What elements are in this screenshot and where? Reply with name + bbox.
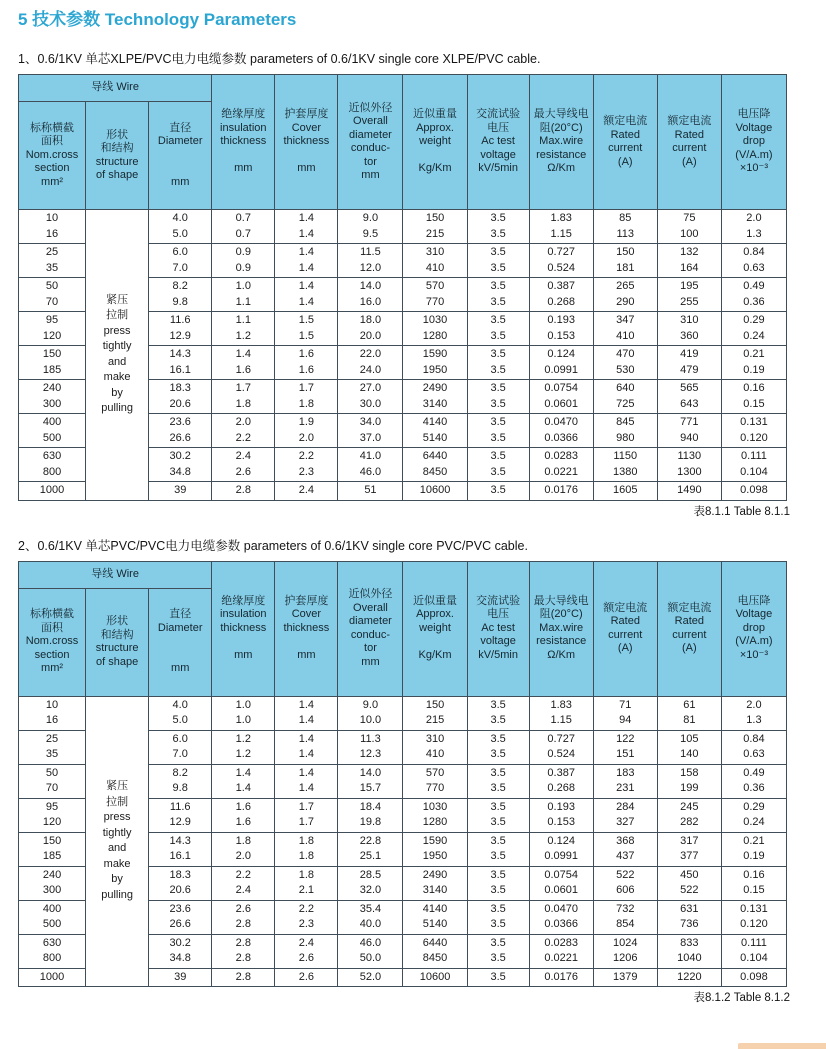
value-cell: 1590 1950: [403, 346, 467, 380]
value-cell: 3.5 3.5: [467, 866, 529, 900]
value-cell: 0.0470 0.0366: [529, 900, 593, 934]
section-heading-1: 1、0.6/1KV 单芯XLPE/PVC电力电缆参数 parameters of 0.6/1KV single core XLPE/PVC cable.: [18, 52, 541, 66]
value-cell: 51: [338, 482, 403, 501]
shape-structure-cell: 紧压 拉制 press tightly and make by pulling: [86, 210, 149, 501]
value-cell: 2.6 2.8: [212, 900, 275, 934]
column-header-overall-diameter: 近似外径 Overall diameter conduc- tor mm: [338, 75, 403, 210]
section-pvc-pvc-cable: [18, 539, 806, 1007]
value-cell: 39: [149, 482, 212, 501]
value-cell: 3.5 3.5: [467, 380, 529, 414]
wire-group-header: 导线 Wire: [19, 561, 212, 588]
value-cell: 1.83 1.15: [529, 696, 593, 730]
column-header-diameter: 直径 Diameter mm: [149, 588, 212, 696]
value-cell: 1030 1280: [403, 312, 467, 346]
cross-section-cell: 25 35: [19, 244, 86, 278]
value-cell: 1.83 1.15: [529, 210, 593, 244]
value-cell: 195 255: [657, 278, 721, 312]
column-header-ac-test-voltage: 交流试验 电压 Ac test voltage kV/5min: [467, 561, 529, 696]
value-cell: 1.4 1.6: [212, 346, 275, 380]
column-header-ac-test-voltage: 交流试验 电压 Ac test voltage kV/5min: [467, 75, 529, 210]
value-cell: 1.4 1.4: [275, 730, 338, 764]
value-cell: 14.0 15.7: [338, 764, 403, 798]
cross-section-cell: 150 185: [19, 832, 86, 866]
value-cell: 522 606: [593, 866, 657, 900]
value-cell: 28.5 32.0: [338, 866, 403, 900]
value-cell: 0.387 0.268: [529, 278, 593, 312]
page-title: 5 技术参数 Technology Parameters: [18, 10, 297, 29]
value-cell: 2.8 2.8: [212, 934, 275, 968]
value-cell: 1.8 1.8: [275, 832, 338, 866]
value-cell: 2.4 2.6: [212, 448, 275, 482]
column-header-rated-current-2: 额定电流 Rated current (A): [657, 75, 721, 210]
cross-section-cell: 240 300: [19, 866, 86, 900]
cross-section-cell: 50 70: [19, 278, 86, 312]
value-cell: 6440 8450: [403, 448, 467, 482]
cross-section-cell: 95 120: [19, 312, 86, 346]
value-cell: 3.5: [467, 482, 529, 501]
column-header-overall-diameter: 近似外径 Overall diameter conduc- tor mm: [338, 561, 403, 696]
value-cell: 1590 1950: [403, 832, 467, 866]
value-cell: 158 199: [657, 764, 721, 798]
value-cell: 3.5 3.5: [467, 414, 529, 448]
value-cell: 105 140: [657, 730, 721, 764]
value-cell: 14.3 16.1: [149, 832, 212, 866]
value-cell: 2.4 2.6: [275, 934, 338, 968]
value-cell: 1490: [657, 482, 721, 501]
value-cell: 27.0 30.0: [338, 380, 403, 414]
value-cell: 1.0 1.1: [212, 278, 275, 312]
value-cell: 3.5 3.5: [467, 210, 529, 244]
value-cell: 0.098: [721, 968, 786, 987]
value-cell: 1030 1280: [403, 798, 467, 832]
value-cell: 0.0754 0.0601: [529, 380, 593, 414]
value-cell: 18.3 20.6: [149, 380, 212, 414]
value-cell: 3.5 3.5: [467, 900, 529, 934]
value-cell: 14.0 16.0: [338, 278, 403, 312]
value-cell: 1379: [593, 968, 657, 987]
value-cell: 1.6 1.6: [212, 798, 275, 832]
value-cell: 46.0 50.0: [338, 934, 403, 968]
value-cell: 0.16 0.15: [721, 866, 786, 900]
table-row-group: [19, 696, 787, 730]
value-cell: 3.5 3.5: [467, 346, 529, 380]
value-cell: 0.387 0.268: [529, 764, 593, 798]
value-cell: 0.21 0.19: [721, 832, 786, 866]
cross-section-cell: 400 500: [19, 900, 86, 934]
value-cell: 1220: [657, 968, 721, 987]
value-cell: 22.8 25.1: [338, 832, 403, 866]
value-cell: 2.4: [275, 482, 338, 501]
cross-section-cell: 10 16: [19, 210, 86, 244]
value-cell: 3.5 3.5: [467, 448, 529, 482]
value-cell: 1.7 1.8: [212, 380, 275, 414]
value-cell: 450 522: [657, 866, 721, 900]
value-cell: 0.193 0.153: [529, 312, 593, 346]
value-cell: 34.0 37.0: [338, 414, 403, 448]
cross-section-cell: 400 500: [19, 414, 86, 448]
value-cell: 1.4 1.4: [275, 764, 338, 798]
value-cell: 2.0 1.3: [721, 696, 786, 730]
cross-section-cell: 240 300: [19, 380, 86, 414]
value-cell: 183 231: [593, 764, 657, 798]
value-cell: 0.29 0.24: [721, 312, 786, 346]
value-cell: 18.3 20.6: [149, 866, 212, 900]
column-header-insulation-thickness: 绝缘厚度 insulation thickness mm: [212, 561, 275, 696]
value-cell: 1605: [593, 482, 657, 501]
section-xlpe-pvc-cable: [18, 52, 806, 520]
value-cell: 1.4 1.4: [275, 210, 338, 244]
value-cell: 41.0 46.0: [338, 448, 403, 482]
value-cell: 419 479: [657, 346, 721, 380]
value-cell: 3.5: [467, 968, 529, 987]
column-header-approx-weight: 近似重量 Approx. weight Kg/Km: [403, 75, 467, 210]
value-cell: 2.8: [212, 482, 275, 501]
value-cell: 1.7 1.7: [275, 798, 338, 832]
column-header-max-wire-resistance: 最大导线电 阻(20°C) Max.wire resistance Ω/Km: [529, 561, 593, 696]
value-cell: 570 770: [403, 278, 467, 312]
value-cell: 2490 3140: [403, 380, 467, 414]
value-cell: 0.111 0.104: [721, 934, 786, 968]
value-cell: 1.8 2.0: [212, 832, 275, 866]
value-cell: 8.2 9.8: [149, 278, 212, 312]
cross-section-cell: 150 185: [19, 346, 86, 380]
column-header-cover-thickness: 护套厚度 Cover thickness mm: [275, 561, 338, 696]
value-cell: 2.2 2.4: [212, 866, 275, 900]
column-header-rated-current-1: 额定电流 Rated current (A): [593, 561, 657, 696]
column-header-cover-thickness: 护套厚度 Cover thickness mm: [275, 75, 338, 210]
value-cell: 6.0 7.0: [149, 244, 212, 278]
parameters-table: [18, 561, 787, 988]
value-cell: 265 290: [593, 278, 657, 312]
value-cell: 732 854: [593, 900, 657, 934]
value-cell: 1150 1380: [593, 448, 657, 482]
value-cell: 0.84 0.63: [721, 730, 786, 764]
value-cell: 0.0176: [529, 968, 593, 987]
value-cell: 2.0 1.3: [721, 210, 786, 244]
value-cell: 0.84 0.63: [721, 244, 786, 278]
value-cell: 3.5 3.5: [467, 278, 529, 312]
value-cell: 0.0176: [529, 482, 593, 501]
value-cell: 1.4 1.4: [275, 278, 338, 312]
value-cell: 0.7 0.7: [212, 210, 275, 244]
column-header-voltage-drop: 电压降 Voltage drop (V/A.m) ×10⁻³: [721, 75, 786, 210]
value-cell: 1130 1300: [657, 448, 721, 482]
value-cell: 10600: [403, 482, 467, 501]
value-cell: 11.3 12.3: [338, 730, 403, 764]
value-cell: 0.21 0.19: [721, 346, 786, 380]
value-cell: 10600: [403, 968, 467, 987]
value-cell: 631 736: [657, 900, 721, 934]
value-cell: 0.131 0.120: [721, 900, 786, 934]
value-cell: 0.131 0.120: [721, 414, 786, 448]
value-cell: 150 181: [593, 244, 657, 278]
value-cell: 284 327: [593, 798, 657, 832]
value-cell: 3.5 3.5: [467, 934, 529, 968]
value-cell: 3.5 3.5: [467, 696, 529, 730]
value-cell: 150 215: [403, 696, 467, 730]
value-cell: 3.5 3.5: [467, 730, 529, 764]
value-cell: 52.0: [338, 968, 403, 987]
value-cell: 833 1040: [657, 934, 721, 968]
cross-section-cell: 25 35: [19, 730, 86, 764]
value-cell: 35.4 40.0: [338, 900, 403, 934]
value-cell: 1.7 1.8: [275, 380, 338, 414]
value-cell: 1.9 2.0: [275, 414, 338, 448]
cross-section-cell: 1000: [19, 482, 86, 501]
value-cell: 4140 5140: [403, 414, 467, 448]
value-cell: 2.6: [275, 968, 338, 987]
value-cell: 4.0 5.0: [149, 210, 212, 244]
value-cell: 39: [149, 968, 212, 987]
value-cell: 61 81: [657, 696, 721, 730]
value-cell: 2.2 2.3: [275, 448, 338, 482]
value-cell: 0.0470 0.0366: [529, 414, 593, 448]
value-cell: 150 215: [403, 210, 467, 244]
value-cell: 0.124 0.0991: [529, 346, 593, 380]
value-cell: 310 410: [403, 244, 467, 278]
value-cell: 9.0 9.5: [338, 210, 403, 244]
value-cell: 0.727 0.524: [529, 244, 593, 278]
column-header-nominal-cross-section: 标称横截 面积 Nom.cross section mm²: [19, 588, 86, 696]
value-cell: 1.6 1.6: [275, 346, 338, 380]
value-cell: 14.3 16.1: [149, 346, 212, 380]
value-cell: 3.5 3.5: [467, 798, 529, 832]
value-cell: 6.0 7.0: [149, 730, 212, 764]
value-cell: 30.2 34.8: [149, 448, 212, 482]
value-cell: 3.5 3.5: [467, 312, 529, 346]
cross-section-cell: 630 800: [19, 448, 86, 482]
value-cell: 0.49 0.36: [721, 764, 786, 798]
value-cell: 30.2 34.8: [149, 934, 212, 968]
value-cell: 1.1 1.2: [212, 312, 275, 346]
value-cell: 0.0283 0.0221: [529, 934, 593, 968]
cross-section-cell: 1000: [19, 968, 86, 987]
value-cell: 0.124 0.0991: [529, 832, 593, 866]
column-header-rated-current-2: 额定电流 Rated current (A): [657, 561, 721, 696]
value-cell: 9.0 10.0: [338, 696, 403, 730]
value-cell: 11.5 12.0: [338, 244, 403, 278]
value-cell: 317 377: [657, 832, 721, 866]
value-cell: 1.4 1.4: [212, 764, 275, 798]
value-cell: 1.8 2.1: [275, 866, 338, 900]
parameters-table: [18, 74, 787, 501]
cross-section-cell: 630 800: [19, 934, 86, 968]
value-cell: 1.4 1.4: [275, 696, 338, 730]
value-cell: 132 164: [657, 244, 721, 278]
value-cell: 771 940: [657, 414, 721, 448]
value-cell: 0.9 0.9: [212, 244, 275, 278]
value-cell: 310 360: [657, 312, 721, 346]
parameters-table-xlpe-pvc: [18, 74, 806, 501]
value-cell: 122 151: [593, 730, 657, 764]
value-cell: 23.6 26.6: [149, 900, 212, 934]
value-cell: 2490 3140: [403, 866, 467, 900]
value-cell: 845 980: [593, 414, 657, 448]
value-cell: 0.111 0.104: [721, 448, 786, 482]
value-cell: 3.5 3.5: [467, 764, 529, 798]
column-header-diameter: 直径 Diameter mm: [149, 102, 212, 210]
value-cell: 8.2 9.8: [149, 764, 212, 798]
value-cell: 2.8: [212, 968, 275, 987]
value-cell: 245 282: [657, 798, 721, 832]
value-cell: 3.5 3.5: [467, 832, 529, 866]
value-cell: 2.0 2.2: [212, 414, 275, 448]
page-edge-artifact: [738, 1043, 826, 1049]
value-cell: 1024 1206: [593, 934, 657, 968]
column-header-nominal-cross-section: 标称横截 面积 Nom.cross section mm²: [19, 102, 86, 210]
value-cell: 1.2 1.2: [212, 730, 275, 764]
value-cell: 85 113: [593, 210, 657, 244]
value-cell: 0.0754 0.0601: [529, 866, 593, 900]
value-cell: 75 100: [657, 210, 721, 244]
cross-section-cell: 95 120: [19, 798, 86, 832]
value-cell: 4140 5140: [403, 900, 467, 934]
value-cell: 368 437: [593, 832, 657, 866]
wire-group-header: 导线 Wire: [19, 75, 212, 102]
value-cell: 470 530: [593, 346, 657, 380]
value-cell: 18.4 19.8: [338, 798, 403, 832]
value-cell: 0.098: [721, 482, 786, 501]
value-cell: 0.29 0.24: [721, 798, 786, 832]
value-cell: 23.6 26.6: [149, 414, 212, 448]
column-header-approx-weight: 近似重量 Approx. weight Kg/Km: [403, 561, 467, 696]
column-header-shape-structure: 形状 和结构 structure of shape: [86, 588, 149, 696]
value-cell: 0.49 0.36: [721, 278, 786, 312]
cross-section-cell: 50 70: [19, 764, 86, 798]
value-cell: 0.16 0.15: [721, 380, 786, 414]
value-cell: 18.0 20.0: [338, 312, 403, 346]
value-cell: 4.0 5.0: [149, 696, 212, 730]
value-cell: 1.5 1.5: [275, 312, 338, 346]
column-header-rated-current-1: 额定电流 Rated current (A): [593, 75, 657, 210]
value-cell: 0.727 0.524: [529, 730, 593, 764]
column-header-shape-structure: 形状 和结构 structure of shape: [86, 102, 149, 210]
column-header-insulation-thickness: 绝缘厚度 insulation thickness mm: [212, 75, 275, 210]
value-cell: 3.5 3.5: [467, 244, 529, 278]
value-cell: 565 643: [657, 380, 721, 414]
table-row-group: [19, 210, 787, 244]
table-caption-2: 表8.1.2 Table 8.1.2: [693, 992, 790, 1004]
value-cell: 0.193 0.153: [529, 798, 593, 832]
cross-section-cell: 10 16: [19, 696, 86, 730]
value-cell: 2.2 2.3: [275, 900, 338, 934]
column-header-voltage-drop: 电压降 Voltage drop (V/A.m) ×10⁻³: [721, 561, 786, 696]
table-caption-1: 表8.1.1 Table 8.1.1: [693, 505, 790, 518]
value-cell: 6440 8450: [403, 934, 467, 968]
value-cell: 71 94: [593, 696, 657, 730]
value-cell: 640 725: [593, 380, 657, 414]
section-heading-2: 2、0.6/1KV 单芯PVC/PVC电力电缆参数 parameters of 0.6/1KV single core PVC/PVC cable.: [18, 538, 528, 553]
value-cell: 1.0 1.0: [212, 696, 275, 730]
value-cell: 1.4 1.4: [275, 244, 338, 278]
value-cell: 310 410: [403, 730, 467, 764]
shape-structure-cell: 紧压 拉制 press tightly and make by pulling: [86, 696, 149, 987]
value-cell: 11.6 12.9: [149, 798, 212, 832]
value-cell: 347 410: [593, 312, 657, 346]
column-header-max-wire-resistance: 最大导线电 阻(20°C) Max.wire resistance Ω/Km: [529, 75, 593, 210]
value-cell: 22.0 24.0: [338, 346, 403, 380]
value-cell: 0.0283 0.0221: [529, 448, 593, 482]
value-cell: 11.6 12.9: [149, 312, 212, 346]
parameters-table-pvc-pvc: [18, 561, 806, 988]
value-cell: 570 770: [403, 764, 467, 798]
